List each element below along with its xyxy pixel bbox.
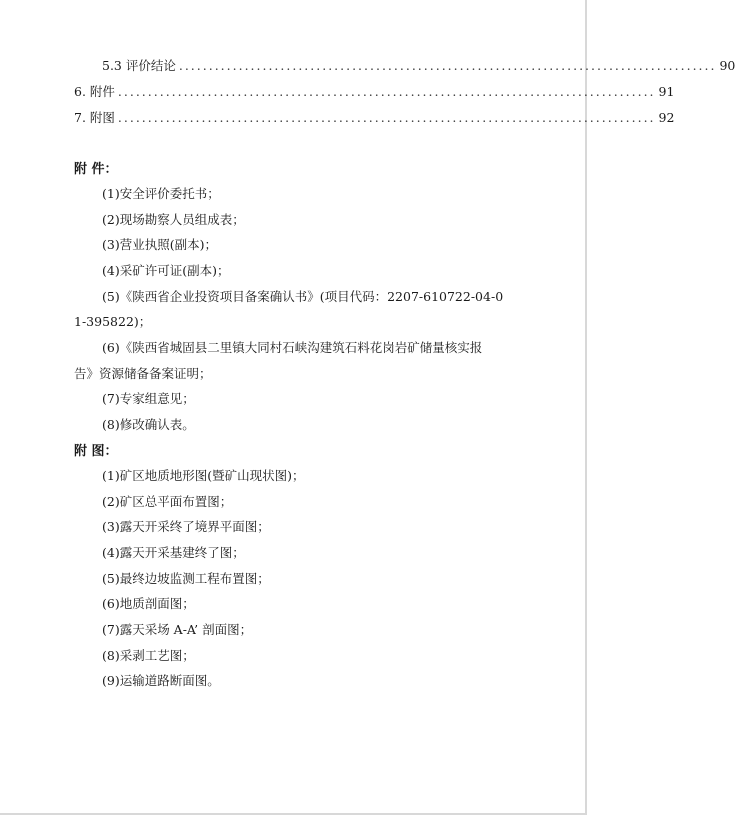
toc-leader-dots: .......................................................................................... [117, 84, 656, 99]
attachment-item: (5)《陕西省企业投资项目备案确认书》(项目代码：2207-610722-04-0 [102, 289, 504, 304]
toc-leader-dots: .......................................................................................... [117, 110, 656, 125]
attachment-item: (3)营业执照(副本)； [102, 237, 217, 252]
figure-item: (4)露天开采基建终了图； [102, 545, 245, 560]
figure-item: (6)地质剖面图； [102, 596, 195, 611]
attachment-item: (1)安全评价委托书； [102, 186, 220, 201]
attachment-item: (6)《陕西省城固县二里镇大同村石峡沟建筑石料花岗岩矿储量核实报 [102, 340, 483, 355]
figure-item: (2)矿区总平面布置图； [102, 494, 233, 509]
figure-item: (3)露天开采终了境界平面图； [102, 519, 270, 534]
attachment-item-continuation: 告》资源储备备案证明； [74, 366, 212, 381]
figure-item: (7)露天采场 A-A’ 剖面图； [102, 622, 253, 637]
toc-entry-page: 92 [658, 110, 675, 125]
toc-entry-page: 91 [658, 84, 675, 99]
figures-heading: 附 图： [74, 444, 118, 459]
figure-item: (8)采剥工艺图； [102, 648, 195, 663]
toc-entry-label: 6. 附件 [74, 84, 115, 99]
toc-leader-dots: .......................................................................................... [178, 58, 717, 73]
figure-item: (9)运输道路断面图。 [102, 673, 220, 688]
toc-entry-6[interactable] [74, 82, 675, 102]
attachment-item: (7)专家组意见； [102, 391, 195, 406]
attachment-item: (8)修改确认表。 [102, 417, 195, 432]
attachments-heading: 附 件： [74, 162, 118, 177]
attachment-item-continuation: 1-395822)； [74, 314, 152, 329]
toc-entry-page: 90 [719, 58, 735, 73]
figure-item: (5)最终边坡监测工程布置图； [102, 571, 270, 586]
attachment-item: (4)采矿许可证(副本)； [102, 263, 230, 278]
attachment-item: (2)现场勘察人员组成表； [102, 212, 245, 227]
toc-entry-7[interactable] [74, 108, 675, 128]
figure-item: (1)矿区地质地形图(暨矿山现状图)； [102, 468, 305, 483]
toc-entry-label: 5.3 评价结论 [102, 58, 176, 73]
toc-entry-5-3[interactable] [102, 56, 735, 76]
toc-entry-label: 7. 附图 [74, 110, 115, 125]
